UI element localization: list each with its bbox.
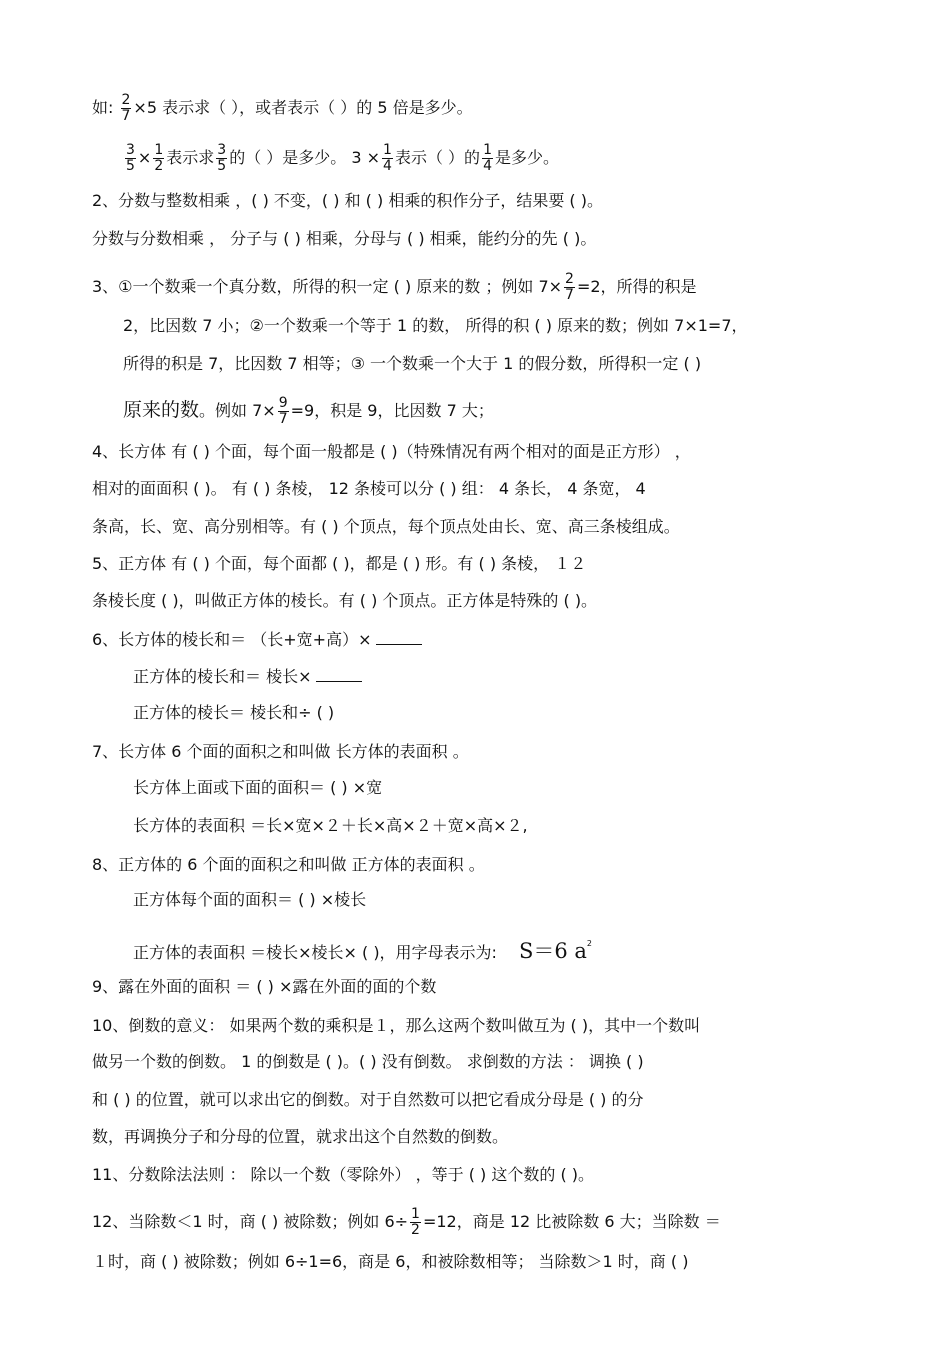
item-12-line-2: １时，商 ( ) 被除数；例如 6÷1=6，商是 6，和被除数相等； 当除数＞1 时，商 ( ) — [92, 1252, 689, 1271]
line-example-1 — [92, 93, 862, 124]
denominator: 2 — [411, 1222, 420, 1238]
fraction — [482, 143, 493, 174]
text: 的（ ）是多少。 3 × — [229, 148, 381, 167]
exponent: 2 — [586, 939, 592, 948]
item-7-line-3: 长方体的表面积 ＝长×宽×２＋长×高×２＋宽×高×２, — [133, 816, 528, 835]
item-4-line-1: 4、长方体 有 ( ) 个面，每个面一般都是 ( )（特殊情况有两个相对的面是正方形） ， — [92, 442, 691, 461]
item-8-line-3 — [133, 934, 903, 963]
surface-area-formula: S＝6 a — [518, 939, 587, 963]
numerator: 1 — [411, 1206, 420, 1222]
item-12-line-1 — [92, 1207, 862, 1238]
item-6-line-1 — [92, 630, 862, 650]
item-3-line-4 — [123, 396, 893, 427]
fraction — [216, 143, 227, 174]
fraction — [278, 396, 289, 427]
item-3-line-3: 所得的积是 7，比因数 7 相等；③ 一个数乘一个大于 1 的假分数，所得积一定 ( ) — [123, 354, 702, 373]
text: =2，所得的积是 — [576, 277, 697, 296]
item-3-line-1 — [92, 272, 862, 303]
item-9-line-1: 9、露在外面的面积 ＝ ( ) ×露在外面的面的个数 — [92, 977, 437, 996]
numerator: 1 — [154, 142, 164, 158]
text: 12、当除数＜1 时，商 ( ) 被除数；例如 6÷ — [92, 1212, 409, 1231]
numerator: 3 — [126, 142, 135, 158]
fraction — [382, 143, 393, 174]
numerator: 9 — [278, 395, 288, 411]
text: 是多少。 — [494, 148, 559, 167]
fraction — [121, 93, 132, 124]
fraction — [125, 143, 136, 174]
item-5-line-1: 5、正方体 有 ( ) 个面，每个面都 ( )，都是 ( ) 形。有 ( ) 条棱， １２ — [92, 554, 587, 573]
item-10-line-2: 做另一个数的倒数。 1 的倒数是 ( )。( ) 没有倒数。 求倒数的方法 ： 调换 ( ) — [92, 1052, 644, 1071]
denominator: 4 — [483, 158, 492, 174]
item-10-line-3: 和 ( ) 的位置，就可以求出它的倒数。对于自然数可以把它看成分母是 ( ) 的分 — [92, 1090, 644, 1109]
text: 6、长方体的棱长和＝ （长+宽+高）× — [92, 630, 372, 649]
item-2-line-2: 分数与分数相乘 ， 分子与 ( ) 相乘，分母与 ( ) 相乘，能约分的先 ( )。 — [92, 229, 597, 248]
numerator: 1 — [483, 142, 492, 158]
denominator: 7 — [278, 411, 288, 427]
item-8-line-2: 正方体每个面的面积＝ ( ) ×棱长 — [133, 890, 367, 909]
item-10-line-4: 数，再调换分子和分母的位置，就求出这个自然数的倒数。 — [92, 1127, 509, 1146]
text: 表示（ ）的 — [394, 148, 481, 167]
text: =9，积是 9，比因数 7 大； — [290, 401, 494, 420]
item-8-line-1: 8、正方体的 6 个面的面积之和叫做 正方体的表面积 。 — [92, 855, 485, 874]
text: 正方体的棱长和＝ 棱长× — [133, 667, 312, 686]
item-7-line-2: 长方体上面或下面的面积＝ ( ) ×宽 — [133, 778, 383, 797]
denominator: 7 — [565, 287, 574, 303]
item-4-line-2: 相对的面面积 ( )。 有 ( ) 条棱， 12 条棱可以分 ( ) 组： 4 条长， 4 条宽， 4 — [92, 479, 646, 498]
item-6-line-3: 正方体的棱长＝ 棱长和÷ ( ) — [133, 703, 335, 722]
denominator: 2 — [154, 158, 164, 174]
numerator: 2 — [121, 92, 131, 108]
item-2-line-1: 2、分数与整数相乘 ，( ) 不变，( ) 和 ( ) 相乘的积作分子，结果要 ( )。 — [92, 191, 603, 210]
text: 如: — [92, 98, 114, 117]
fraction — [564, 272, 575, 303]
text: 原来的数 — [123, 399, 200, 421]
item-10-line-1: 10、倒数的意义： 如果两个数的乘积是１，那么这两个数叫做互为 ( )，其中一个数叫 — [92, 1016, 701, 1035]
fraction — [153, 143, 164, 174]
text: 。例如 7× — [199, 401, 276, 420]
fraction — [410, 1207, 421, 1238]
text: ×5 表示求（ ），或者表示（ ）的 5 倍是多少。 — [133, 98, 473, 117]
denominator: 7 — [121, 108, 131, 124]
answer-blank — [376, 630, 422, 645]
text: =12，商是 12 比被除数 6 大；当除数 ＝ — [422, 1212, 721, 1231]
item-3-line-2: 2，比因数 7 小；②一个数乘一个等于 1 的数， 所得的积 ( ) 原来的数；例如 7×1=7， — [123, 316, 748, 335]
answer-blank — [316, 667, 362, 682]
item-4-line-3: 条高，长、宽、高分别相等。有 ( ) 个顶点，每个顶点处由长、宽、高三条棱组成。 — [92, 517, 680, 536]
text: 正方体的表面积 ＝棱长×棱长× ( )，用字母表示为: — [133, 943, 497, 962]
denominator: 5 — [126, 158, 135, 174]
text: × — [137, 148, 152, 167]
denominator: 4 — [383, 158, 392, 174]
text: 表示求 — [166, 148, 215, 167]
text: 3、①一个数乘一个真分数，所得的积一定 ( ) 原来的数 ；例如 7× — [92, 277, 563, 296]
item-11-line-1: 11、分数除法法则 ： 除以一个数（零除外） ，等于 ( ) 这个数的 ( )。 — [92, 1165, 595, 1184]
numerator: 3 — [217, 142, 227, 158]
line-example-2 — [123, 143, 893, 174]
item-6-line-2 — [133, 667, 903, 687]
numerator: 2 — [565, 271, 574, 287]
denominator: 5 — [217, 158, 227, 174]
numerator: 1 — [383, 142, 392, 158]
item-5-line-2: 条棱长度 ( )，叫做正方体的棱长。有 ( ) 个顶点。正方体是特殊的 ( )。 — [92, 591, 598, 610]
item-7-line-1: 7、长方体 6 个面的面积之和叫做 长方体的表面积 。 — [92, 742, 469, 761]
